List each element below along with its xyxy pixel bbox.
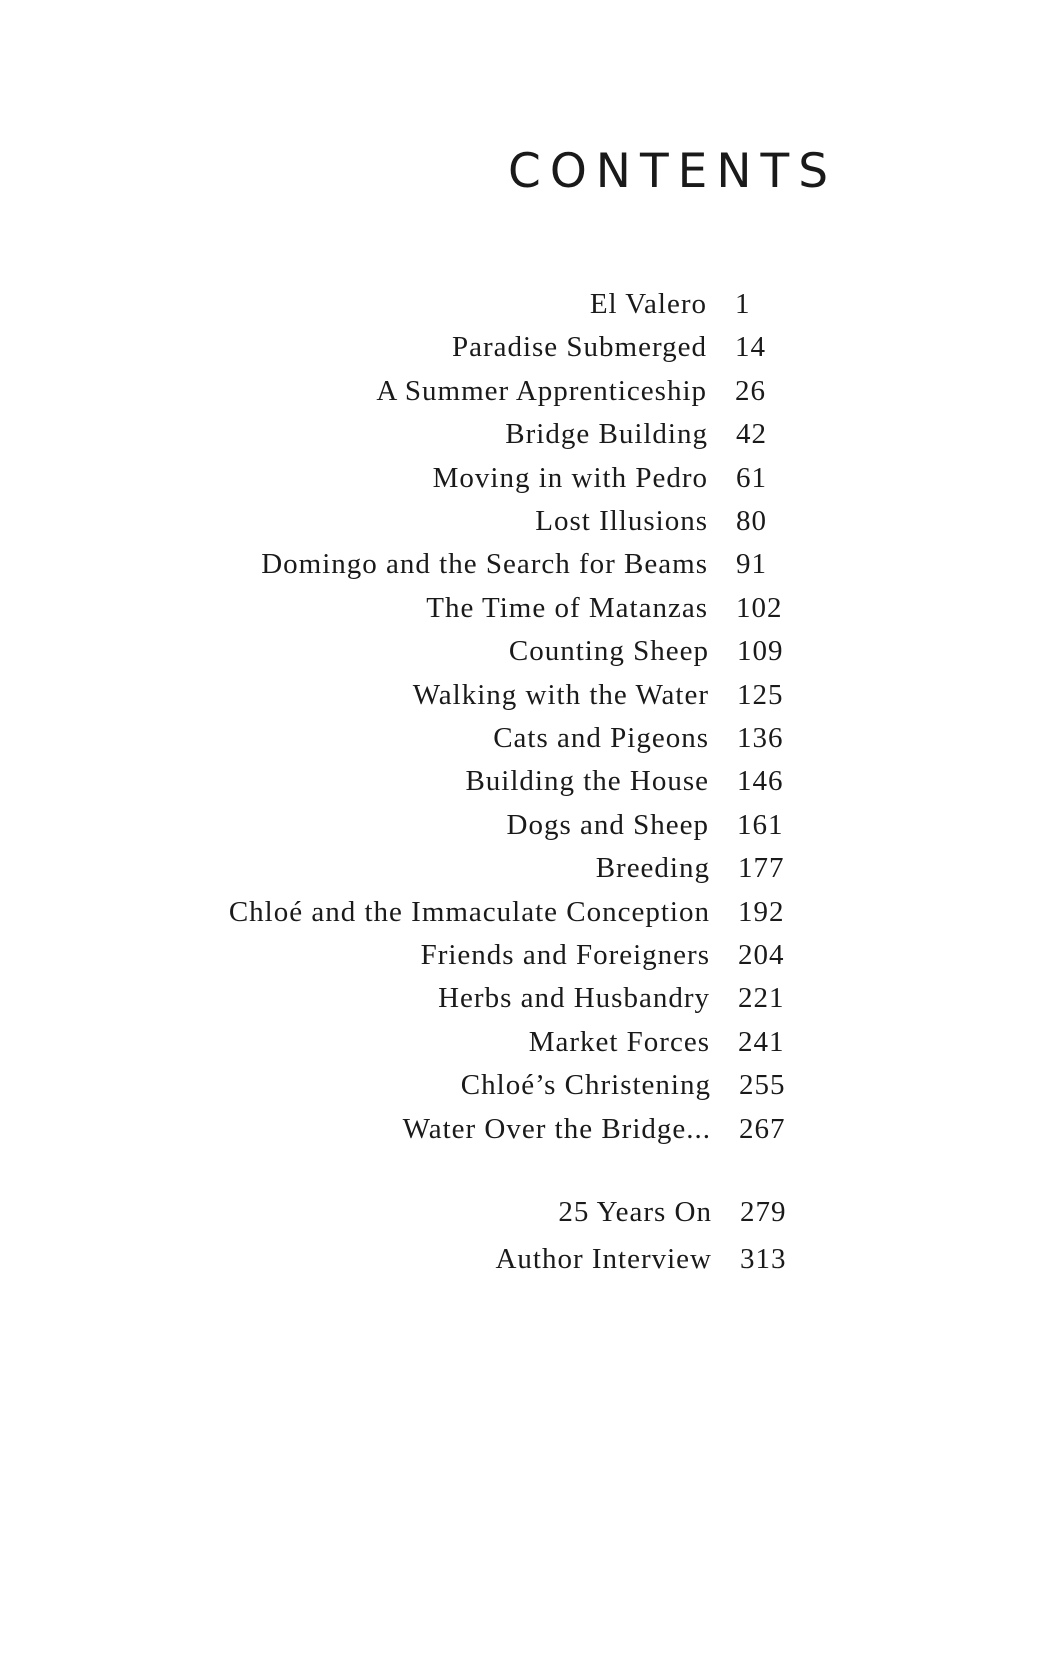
toc-entry-title: Market Forces [528, 1026, 710, 1058]
toc-entry [0, 588, 1042, 628]
toc-entry-title: The Time of Matanzas [426, 592, 708, 624]
toc-entry [0, 1192, 1042, 1232]
toc-entry-title: Domingo and the Search for Beams [261, 548, 708, 580]
toc-entry [0, 978, 1042, 1018]
toc-entry [0, 1022, 1042, 1062]
toc-entry [0, 631, 1042, 671]
toc-entry-page-number: 221 [738, 982, 785, 1014]
toc-entry-title: Walking with the Water [412, 679, 709, 711]
toc-entry-page-number: 279 [740, 1196, 787, 1228]
toc-entry [0, 284, 1042, 324]
toc-entry-title: Dogs and Sheep [506, 809, 709, 841]
toc-entry [0, 414, 1042, 454]
toc-entry-title: Cats and Pigeons [493, 722, 709, 754]
toc-entry-title: Moving in with Pedro [432, 462, 708, 494]
toc-entry [0, 935, 1042, 975]
toc-entry-title: Friends and Foreigners [420, 939, 710, 971]
toc-entry-page-number: 109 [737, 635, 784, 667]
toc-entry [0, 718, 1042, 758]
toc-entry-title: Chloé’s Christening [460, 1069, 711, 1101]
toc-entry-title: Water Over the Bridge... [402, 1113, 711, 1145]
toc-entry-title: Bridge Building [505, 418, 708, 450]
toc-entry-page-number: 255 [739, 1069, 786, 1101]
toc-entry-page-number: 146 [737, 765, 784, 797]
toc-entry-page-number: 177 [738, 852, 785, 884]
toc-entry-title: El Valero [589, 288, 707, 320]
toc-entry-page-number: 267 [739, 1113, 786, 1145]
toc-entry [0, 501, 1042, 541]
toc-entry-title: Herbs and Husbandry [438, 982, 710, 1014]
toc-entry-page-number: 161 [737, 809, 784, 841]
toc-entry-page-number: 61 [736, 462, 767, 494]
toc-entry [0, 1065, 1042, 1105]
toc-entry [0, 458, 1042, 498]
toc-entry-page-number: 204 [738, 939, 785, 971]
toc-entry-title: Paradise Submerged [451, 331, 707, 363]
toc-entry [0, 761, 1042, 801]
toc-entry [0, 892, 1042, 932]
toc-entry-title: Chloé and the Immaculate Conception [228, 896, 710, 928]
toc-entry-page-number: 192 [738, 896, 785, 928]
toc-entry-page-number: 26 [735, 375, 766, 407]
toc-entry-page-number: 42 [736, 418, 767, 450]
toc-entry-page-number: 91 [736, 548, 767, 580]
toc-entry-page-number: 80 [736, 505, 767, 537]
contents-heading: CONTENTS [508, 144, 838, 199]
toc-entry [0, 371, 1042, 411]
toc-entry-title: Counting Sheep [508, 635, 709, 667]
toc-entry-title: A Summer Apprenticeship [376, 375, 707, 407]
toc-entry [0, 544, 1042, 584]
toc-entry-page-number: 136 [737, 722, 784, 754]
toc-entry-page-number: 14 [735, 331, 766, 363]
toc-entry-title: Lost Illusions [535, 505, 708, 537]
toc-entry-page-number: 241 [738, 1026, 785, 1058]
toc-entry-title: Building the House [465, 765, 709, 797]
toc-entry-title: Breeding [595, 852, 710, 884]
toc-entry-page-number: 102 [736, 592, 783, 624]
toc-entry [0, 848, 1042, 888]
toc-entry-page-number: 125 [737, 679, 784, 711]
toc-entry [0, 805, 1042, 845]
toc-entry [0, 1239, 1042, 1279]
toc-entry-title: Author Interview [495, 1243, 712, 1275]
toc-entry [0, 675, 1042, 715]
toc-entry [0, 327, 1042, 367]
toc-entry-page-number: 1 [735, 288, 751, 320]
toc-entry [0, 1109, 1042, 1149]
toc-entry-page-number: 313 [740, 1243, 787, 1275]
toc-entry-title: 25 Years On [558, 1196, 712, 1228]
